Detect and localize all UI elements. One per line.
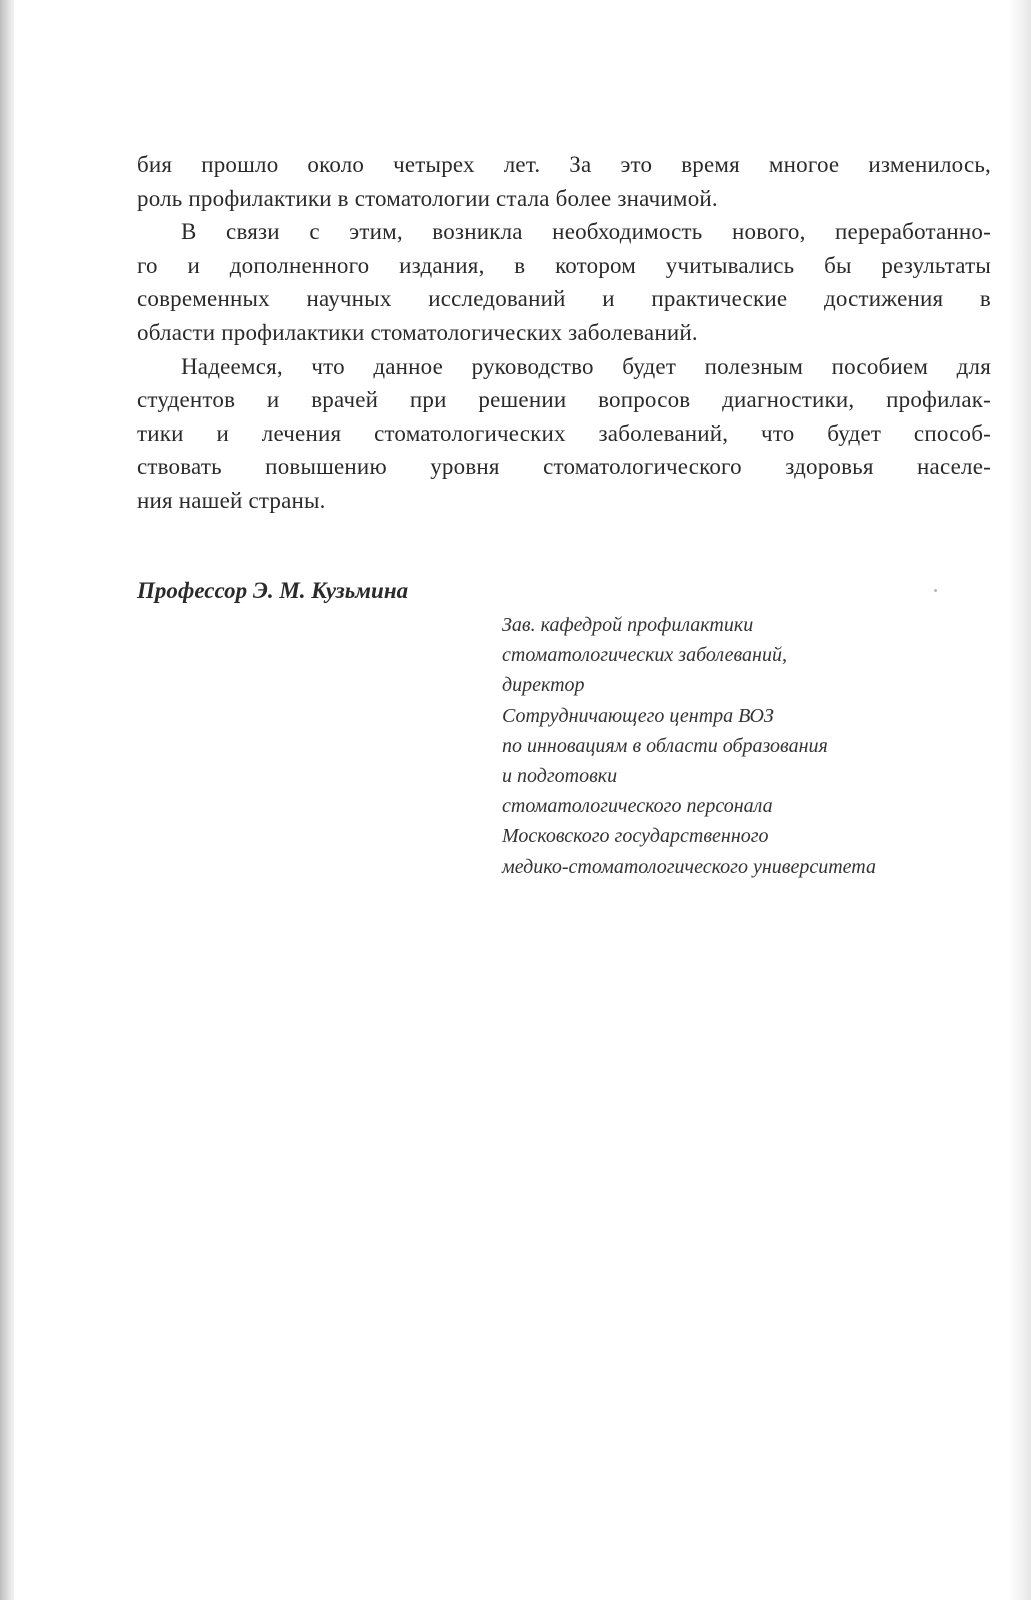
scan-right-edge — [1009, 0, 1031, 1600]
paragraph-3-line-4: ствовать повышению уровня стоматологического здоровья населе- — [137, 454, 991, 480]
author-affiliation — [502, 610, 876, 882]
paragraph-2-line-1: В связи с этим, возникла необходимость нового, переработанно- — [181, 219, 991, 245]
preface-body — [137, 148, 991, 518]
paragraph-2-line-2: го и дополненного издания, в котором учитывались бы результаты — [137, 252, 991, 278]
paragraph-1-line-2: роль профилактики в стоматологии стала более значимой. — [137, 185, 718, 211]
paragraph-1-line-1: бия прошло около четырех лет. За это время многое изменилось, — [137, 152, 991, 177]
paragraph-3-line-2: студентов и врачей при решении вопросов диагностики, профилак- — [137, 387, 991, 413]
scan-speck — [934, 589, 937, 592]
author-name: Профессор Э. М. Кузьмина — [137, 578, 409, 603]
affiliation-line: стоматологического персонала — [502, 795, 773, 818]
scan-left-edge — [0, 0, 14, 1600]
affiliation-line: и подготовки — [502, 765, 618, 788]
paragraph-3-line-3: тики и лечения стоматологических заболеваний, что будет способ- — [137, 420, 991, 446]
affiliation-line: Сотрудничающего центра ВОЗ — [502, 704, 774, 727]
paragraph-3-line-5: ния нашей страны. — [137, 487, 326, 513]
affiliation-line: Московского государственного — [502, 825, 769, 848]
affiliation-line: директор — [502, 674, 585, 697]
affiliation-line: медико-стоматологического университета — [502, 855, 876, 878]
paragraph-3-line-1: Надеемся, что данное руководство будет полезным пособием для — [181, 353, 991, 379]
affiliation-line: по инновациям в области образования — [502, 734, 828, 757]
paragraph-2-line-3: современных научных исследований и практические достижения в — [137, 286, 991, 312]
paragraph-2-line-4: области профилактики стоматологических заболеваний. — [137, 319, 698, 345]
affiliation-line: стоматологических заболеваний, — [502, 644, 787, 667]
affiliation-line: Зав. кафедрой профилактики — [502, 614, 754, 636]
